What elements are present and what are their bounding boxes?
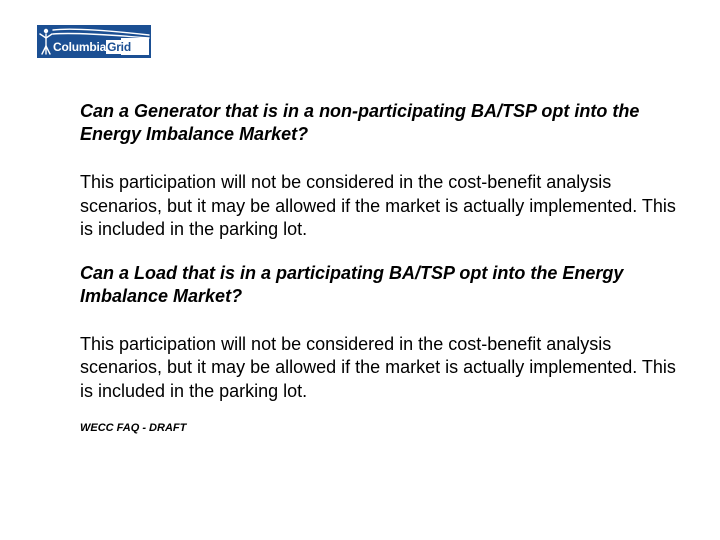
faq-answer-2: This participation will not be considered in the cost-benefit analysis scenarios, but it may be allowed if the market is actually implemented. This is included in the parking lot. [80,333,676,401]
logo-wordmark-part1: Columbia [53,40,107,54]
faq-question-2: Can a Load that is in a participating BA/TSP opt into the Energy Imbalance Market? [80,262,624,306]
logo-wordmark [53,40,132,54]
logo-wordmark-part2: Grid [107,40,131,54]
faq-answer-1: This participation will not be considered in the cost-benefit analysis scenarios, but it may be allowed if the market is actually implemented. This is included in the parking lot. [80,172,676,239]
faq-question-1: Can a Generator that is in a non-participating BA/TSP opt into the Energy Imbalance Market? [80,101,640,144]
columbiagrid-logo [37,25,151,58]
faq-content [80,100,680,446]
footer-label: WECC FAQ - DRAFT [80,422,187,434]
